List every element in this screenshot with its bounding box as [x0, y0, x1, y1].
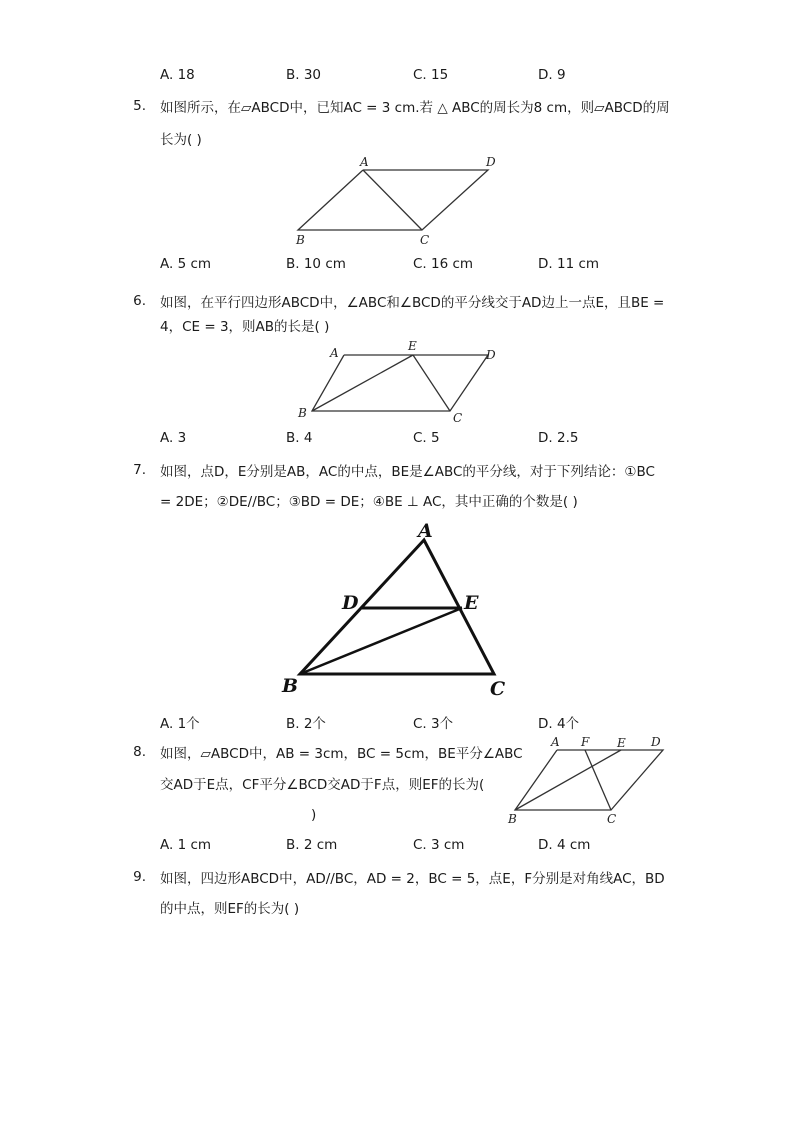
vertex-label-a: A	[360, 155, 369, 169]
question-text: 如图，▱ABCD中，AB = 3cm，BC = 5cm，BE平分∠ABC	[160, 746, 523, 762]
vertex-label-a: A	[330, 346, 339, 360]
option-d: D. 9	[538, 67, 566, 83]
question-text: 如图，在平行四边形ABCD中，∠ABC和∠BCD的平分线交于AD边上一点E，且BE =	[160, 295, 665, 311]
option-d: D. 4 cm	[538, 837, 591, 853]
option-c: C. 3 cm	[413, 837, 465, 853]
vertex-label-a: A	[418, 520, 433, 542]
vertex-label-e: E	[617, 736, 626, 750]
vertex-label-a: A	[551, 735, 560, 749]
vertex-label-b: B	[282, 675, 299, 697]
vertex-label-b: B	[508, 812, 517, 826]
option-c: C. 15	[413, 67, 449, 83]
vertex-label-c: C	[607, 812, 617, 826]
option-a: A. 5 cm	[160, 256, 212, 272]
option-b: B. 30	[286, 67, 322, 83]
question-number: 6.	[133, 293, 146, 309]
option-d: D. 4个	[538, 716, 580, 732]
option-b: B. 2 cm	[286, 837, 338, 853]
question-number: 7.	[133, 462, 146, 478]
option-c: C. 16 cm	[413, 256, 474, 272]
option-b: B. 10 cm	[286, 256, 346, 272]
option-a: A. 18	[160, 67, 195, 83]
option-a: A. 1 cm	[160, 837, 212, 853]
vertex-label-d: D	[486, 155, 496, 169]
question-text: 4，CE = 3，则AB的长是( )	[160, 319, 330, 335]
question-text: 长为( )	[160, 132, 202, 148]
vertex-label-f: F	[581, 735, 590, 749]
vertex-label-b: B	[298, 406, 307, 420]
question-number: 8.	[133, 744, 146, 760]
vertex-label-c: C	[420, 233, 430, 247]
option-a: A. 1个	[160, 716, 200, 732]
question-text: 如图，四边形ABCD中，AD//BC，AD = 2，BC = 5，点E，F分别是对角线AC，BD	[160, 871, 665, 887]
question-text: = 2DE；②DE//BC；③BD = DE；④BE ⊥ AC，其中正确的个数是( )	[160, 494, 578, 510]
option-d: D. 11 cm	[538, 256, 600, 272]
parallelogram-figure	[290, 152, 510, 252]
question-text: )	[311, 807, 317, 823]
triangle-figure	[278, 515, 518, 705]
question-number: 9.	[133, 869, 146, 885]
parallelogram-figure	[295, 340, 515, 430]
question-text: 如图所示，在▱ABCD中，已知AC = 3 cm.若 △ ABC的周长为8 cm，则▱ABCD的周	[160, 100, 670, 116]
question-text: 交AD于E点，CF平分∠BCD交AD于F点，则EF的长为(	[160, 777, 485, 793]
question-text: 的中点，则EF的长为( )	[160, 901, 300, 917]
option-a: A. 3	[160, 430, 187, 446]
question-number: 5.	[133, 98, 146, 114]
vertex-label-d: D	[651, 735, 661, 749]
vertex-label-d: D	[342, 592, 359, 614]
vertex-label-d: D	[486, 348, 496, 362]
option-b: B. 4	[286, 430, 313, 446]
parallelogram-figure	[505, 732, 685, 832]
vertex-label-e: E	[464, 592, 479, 614]
option-b: B. 2个	[286, 716, 326, 732]
vertex-label-e: E	[408, 339, 417, 353]
option-c: C. 3个	[413, 716, 454, 732]
option-d: D. 2.5	[538, 430, 579, 446]
vertex-label-c: C	[453, 411, 463, 425]
question-text: 如图，点D，E分别是AB，AC的中点，BE是∠ABC的平分线，对于下列结论：①BC	[160, 464, 655, 480]
option-c: C. 5	[413, 430, 440, 446]
vertex-label-c: C	[490, 678, 506, 700]
vertex-label-b: B	[296, 233, 305, 247]
